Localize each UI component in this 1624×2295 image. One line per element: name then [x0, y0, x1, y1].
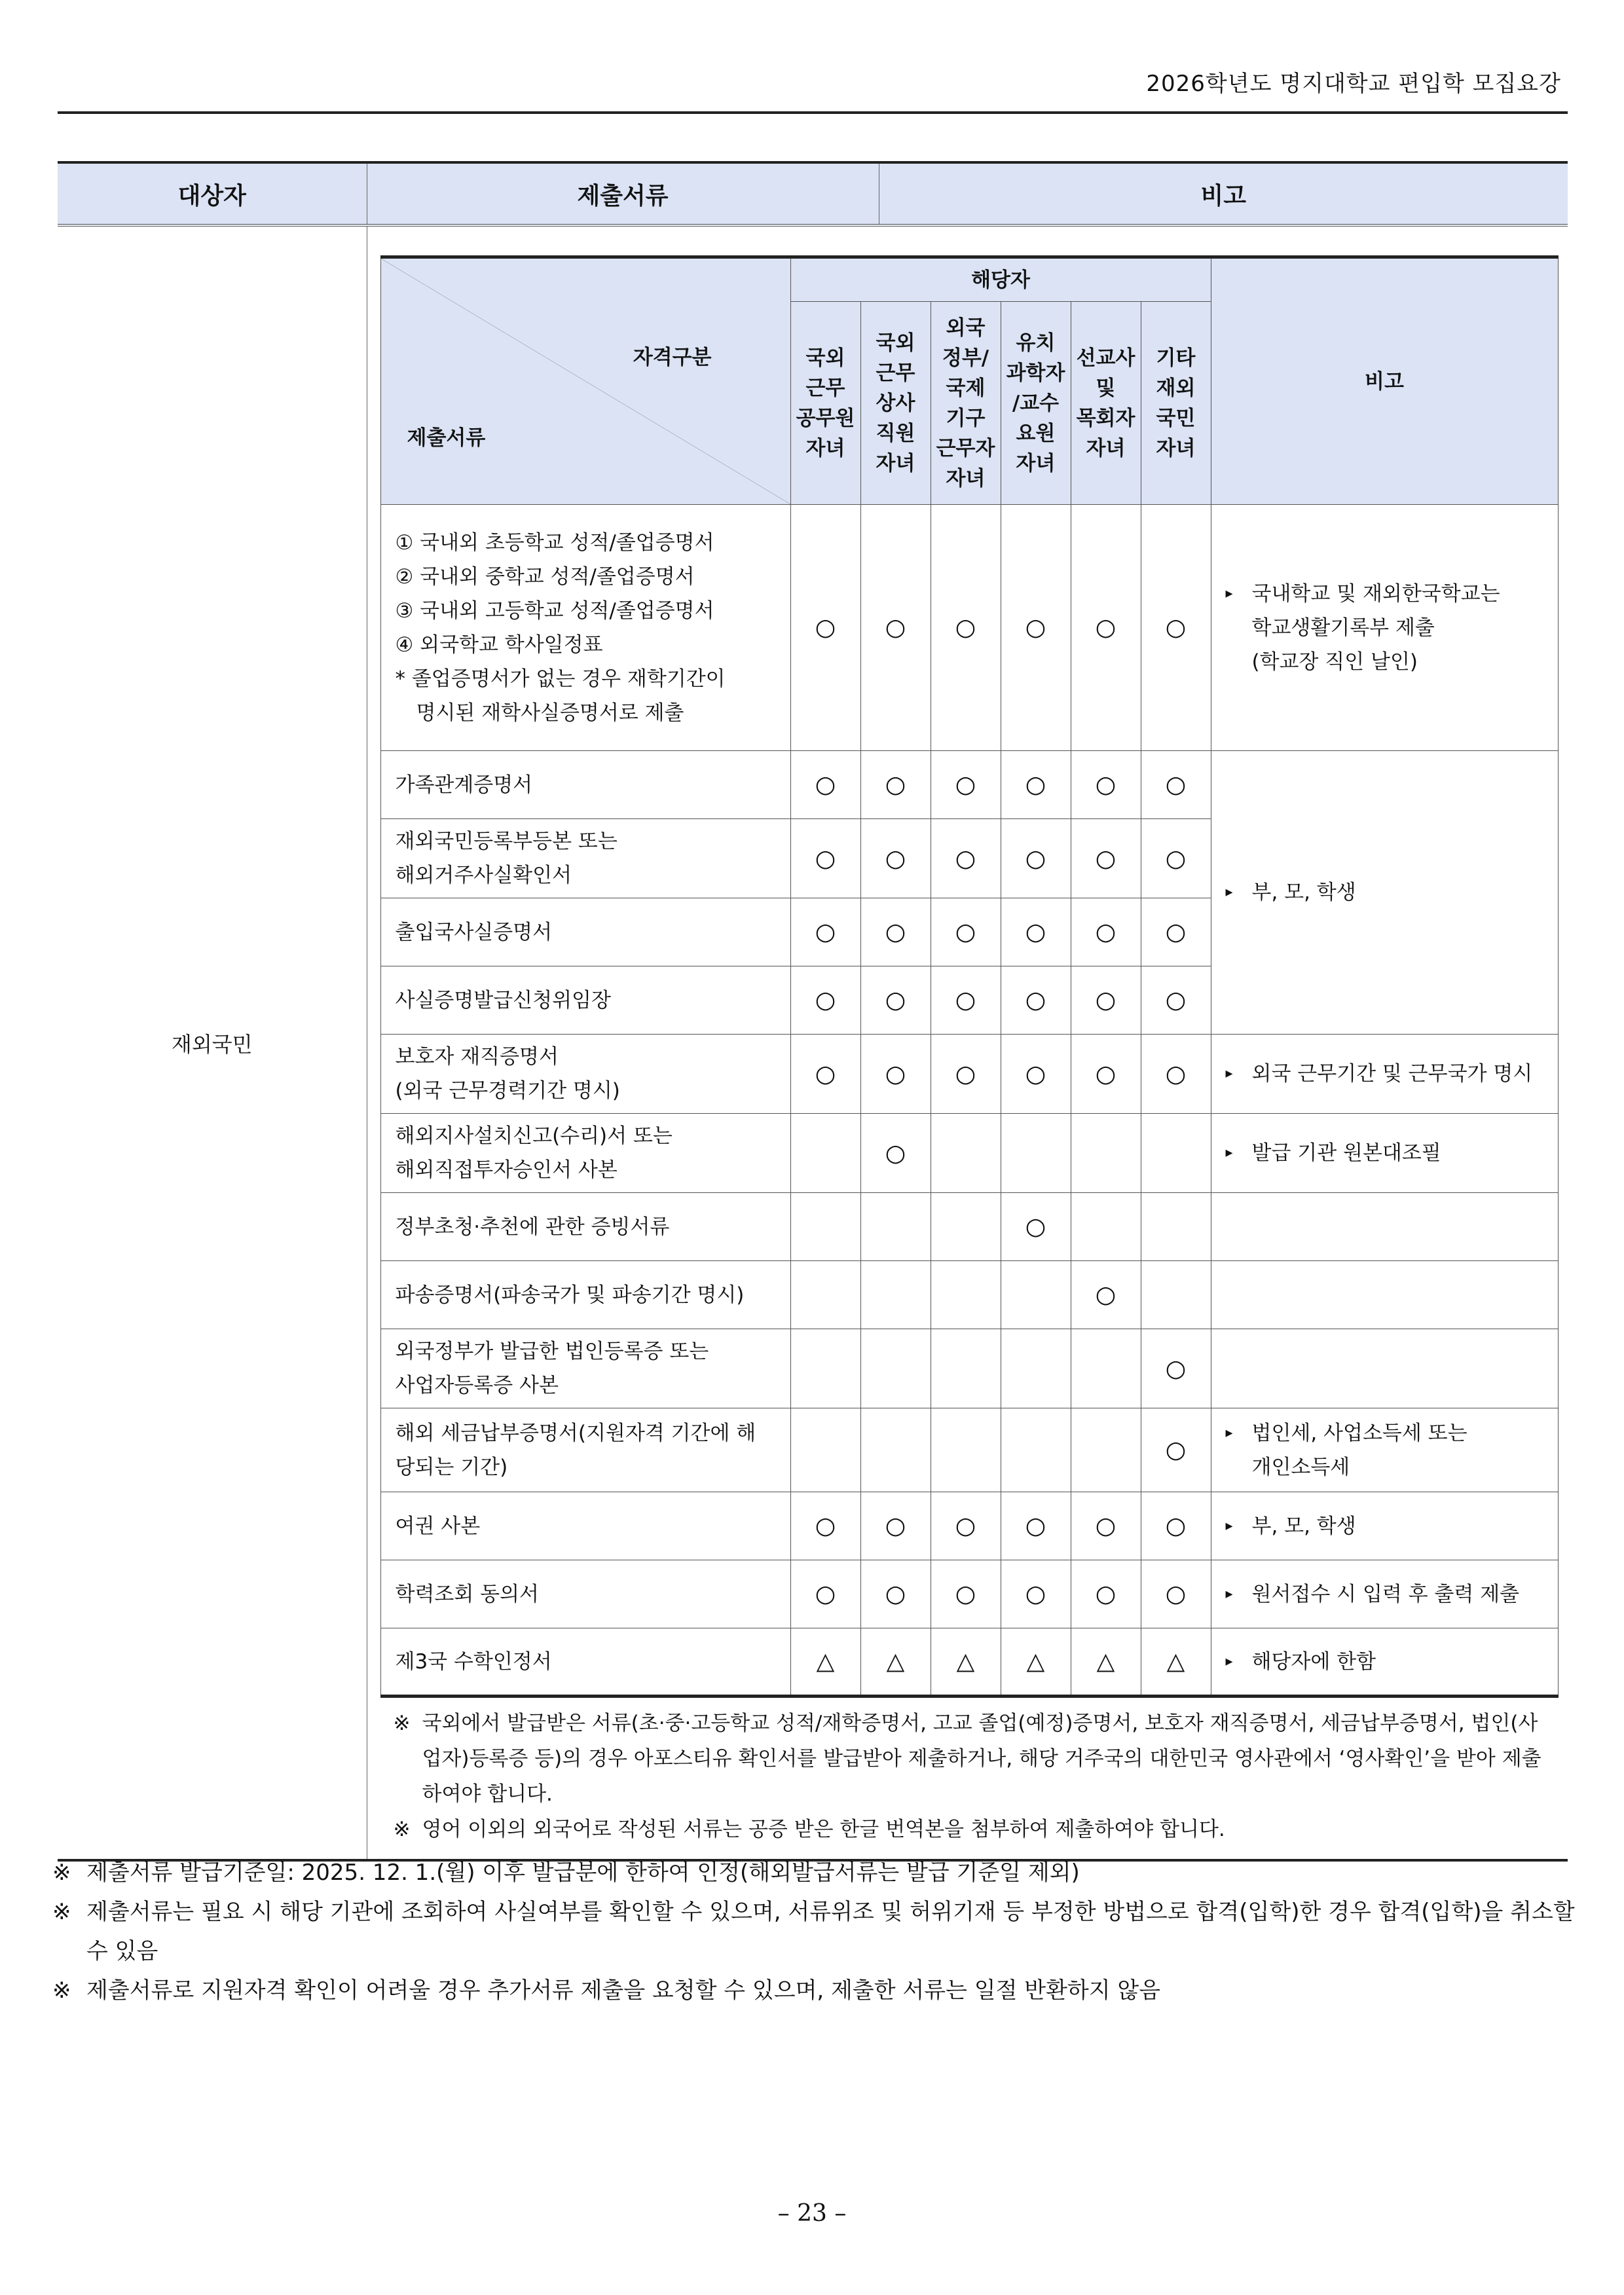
- eligibility-mark: [931, 1329, 1001, 1408]
- remark-text: 법인세, 사업소득세 또는: [1251, 1421, 1467, 1445]
- eligibility-mark: [1001, 1329, 1071, 1408]
- eligibility-mark: [931, 1408, 1001, 1492]
- document-cell: [380, 1193, 790, 1261]
- inner-wrapper: [367, 225, 1568, 1860]
- bullet-icon: ▸: [1225, 585, 1233, 602]
- category-header-line: /교수: [1012, 391, 1060, 415]
- note-item: [394, 1812, 1551, 1847]
- documents-label: 제출서류: [407, 426, 486, 450]
- remark-cell: [1211, 1329, 1558, 1408]
- note-text: 국외에서 발급받은 서류(초·중·고등학교 성적/재학증명서, 고교 졸업(예정)증명서, 보호자 재직증명서, 세금납부증명서, 법인(사업자)등록증 등)의 경우 아포스티유 확인서를 발급받아 제출하거나, 해당 거주국의 대한민국 영사관에서 ‘영사확인’을 받아 제출하여야 합니다.: [422, 1712, 1541, 1806]
- footnote-symbol: ※: [52, 1860, 71, 1886]
- eligibility-mark: ○: [1141, 751, 1211, 819]
- notes-block: [380, 1698, 1558, 1847]
- bullet-icon: ▸: [1225, 1517, 1233, 1534]
- eligibility-mark: [1141, 1114, 1211, 1193]
- eligibility-mark: [790, 1329, 860, 1408]
- category-header-line: 자녀: [946, 466, 986, 490]
- footnote-symbol: ※: [52, 1899, 71, 1925]
- remark-line: [1226, 875, 1543, 909]
- remark-line: [1226, 1577, 1543, 1611]
- footnotes: [52, 1853, 1578, 2010]
- eligibility-mark: ○: [1071, 1035, 1141, 1114]
- eligibility-mark: ○: [1141, 1492, 1211, 1560]
- remark-line: [1226, 1057, 1543, 1091]
- eligibility-mark: ○: [931, 1035, 1001, 1114]
- category-header-line: 자녀: [1156, 436, 1196, 460]
- eligibility-mark: [1071, 1193, 1141, 1261]
- category-header-line: 국외: [805, 346, 845, 370]
- eligibility-mark: [790, 1408, 860, 1492]
- eligibility-mark: ○: [1141, 1035, 1211, 1114]
- category-header-line: 근무: [876, 361, 915, 385]
- eligibility-mark: ○: [1141, 505, 1211, 751]
- category-header: [860, 302, 931, 505]
- remark-cell: [1211, 1560, 1558, 1628]
- eligibility-mark: ○: [790, 1492, 860, 1560]
- category-header-line: 자녀: [876, 451, 915, 475]
- table-row: [380, 1492, 1558, 1560]
- category-header-line: 근무자: [936, 436, 995, 460]
- eligibility-mark: ○: [790, 819, 860, 898]
- table-row: [380, 1261, 1558, 1329]
- eligibility-mark: [1001, 1261, 1071, 1329]
- eligibility-mark: ○: [1071, 1560, 1141, 1628]
- eligibility-mark: [1141, 1193, 1211, 1261]
- remark-text: 발급 기관 원본대조필: [1251, 1141, 1441, 1165]
- remark-line: [1226, 1416, 1543, 1450]
- eligibility-mark: ○: [1071, 898, 1141, 966]
- eligibility-mark: △: [790, 1628, 860, 1697]
- document-line: ③ 국내외 고등학교 성적/졸업증명서: [395, 598, 714, 623]
- category-header: [1071, 302, 1141, 505]
- category-header: [1001, 302, 1071, 505]
- eligibility-mark: ○: [931, 505, 1001, 751]
- footnote-text: 제출서류로 지원자격 확인이 어려울 경우 추가서류 제출을 요청할 수 있으며, 제출한 서류는 일절 반환하지 않음: [86, 1977, 1161, 2004]
- eligibility-mark: ○: [1001, 1193, 1071, 1261]
- eligibility-mark: ○: [860, 505, 931, 751]
- remark-cell: [1211, 1408, 1558, 1492]
- category-header-line: 기구: [946, 406, 986, 430]
- eligibility-mark: ○: [860, 1035, 931, 1114]
- document-line: 가족관계증명서: [395, 773, 533, 797]
- document-line: ② 국내외 중학교 성적/졸업증명서: [395, 564, 695, 589]
- document-line: * 졸업증명서가 없는 경우 재학기간이: [395, 667, 726, 691]
- eligibility-mark: ○: [1001, 1035, 1071, 1114]
- remark-cell: [1211, 1492, 1558, 1560]
- bullet-icon: ▸: [1225, 1653, 1233, 1670]
- category-header-line: 및: [1096, 376, 1116, 400]
- category-header-line: 자녀: [1086, 436, 1126, 460]
- footnote-item: [52, 1971, 1578, 2010]
- eligibility-mark: ○: [790, 1560, 860, 1628]
- remark-cell: [1211, 1035, 1558, 1114]
- eligibility-mark: [931, 1193, 1001, 1261]
- eligibility-mark: ○: [931, 966, 1001, 1035]
- category-header-line: 국제: [946, 376, 986, 400]
- bullet-icon: ▸: [1225, 1585, 1233, 1602]
- document-line: 정부초청·추천에 관한 증빙서류: [395, 1215, 670, 1239]
- eligibility-mark: ○: [860, 1114, 931, 1193]
- document-line: 여권 사본: [395, 1514, 481, 1538]
- eligibility-mark: [931, 1261, 1001, 1329]
- category-header-line: 공무원: [796, 406, 855, 430]
- eligibility-mark: ○: [1141, 1408, 1211, 1492]
- remark-cell: [1211, 1193, 1558, 1261]
- remark-text: 해당자에 한함: [1251, 1649, 1376, 1674]
- remark-cell: [1211, 1628, 1558, 1697]
- inner-table: [380, 255, 1559, 1698]
- eligible-group-header: 해당자: [790, 257, 1211, 302]
- eligibility-mark: ○: [1001, 751, 1071, 819]
- remark-line: [1226, 645, 1543, 679]
- category-header: [1141, 302, 1211, 505]
- category-header-line: 근무: [805, 376, 845, 400]
- eligibility-mark: ○: [1141, 966, 1211, 1035]
- diagonal-header: [380, 257, 790, 505]
- outer-header-target: 대상자: [58, 162, 367, 225]
- eligibility-mark: ○: [860, 966, 931, 1035]
- document-cell: [380, 1628, 790, 1697]
- eligibility-mark: [860, 1329, 931, 1408]
- document-line: 해외거주사실확인서: [395, 864, 572, 887]
- remark-line: [1226, 611, 1543, 645]
- eligibility-mark: ○: [1001, 966, 1071, 1035]
- eligibility-mark: ○: [931, 819, 1001, 898]
- eligibility-mark: ○: [790, 898, 860, 966]
- category-header-line: 과학자: [1006, 361, 1065, 385]
- category-header-line: 직원: [876, 421, 915, 445]
- category-header-line: 목회자: [1076, 406, 1135, 430]
- category-header-line: 자녀: [1016, 451, 1056, 475]
- table-row: [380, 1193, 1558, 1261]
- document-line: 사실증명발급신청위임장: [395, 988, 611, 1012]
- bullet-icon: ▸: [1225, 884, 1233, 900]
- document-cell: [380, 505, 790, 751]
- category-header-line: 자녀: [805, 436, 845, 460]
- remark-text: 외국 근무기간 및 근무국가 명시: [1251, 1062, 1533, 1086]
- document-line: 해외지사설치신고(수리)서 또는: [395, 1124, 673, 1148]
- document-line: 외국정부가 발급한 법인등록증 또는: [395, 1340, 709, 1363]
- page-header-title: 2026학년도 명지대학교 편입학 모집요강: [1146, 71, 1561, 97]
- document-line: ① 국내외 초등학교 성적/졸업증명서: [395, 530, 714, 555]
- footnote-item: [52, 1892, 1578, 1971]
- eligibility-mark: △: [1001, 1628, 1071, 1697]
- eligibility-mark: ○: [1001, 819, 1071, 898]
- outer-header-docs: 제출서류: [367, 162, 879, 225]
- table-row: [380, 1408, 1558, 1492]
- eligibility-mark: [860, 1408, 931, 1492]
- remark-cell: [1211, 1114, 1558, 1193]
- page-header: [58, 60, 1568, 114]
- eligibility-mark: ○: [1141, 898, 1211, 966]
- remark-text: 원서접수 시 입력 후 출력 제출: [1251, 1582, 1520, 1606]
- table-row: [380, 1114, 1558, 1193]
- target-cell: 재외국민: [58, 225, 367, 1860]
- eligibility-mark: ○: [1141, 819, 1211, 898]
- eligibility-mark: ○: [931, 1492, 1001, 1560]
- eligibility-mark: ○: [790, 966, 860, 1035]
- eligibility-mark: ○: [931, 751, 1001, 819]
- document-cell: [380, 1035, 790, 1114]
- eligibility-mark: ○: [860, 1492, 931, 1560]
- eligibility-mark: ○: [1071, 1492, 1141, 1560]
- eligibility-mark: ○: [1071, 966, 1141, 1035]
- document-line: 재외국민등록부등본 또는: [395, 830, 618, 853]
- eligibility-mark: ○: [1141, 1329, 1211, 1408]
- remark-text: 개인소득세: [1251, 1455, 1350, 1479]
- document-line: 해외 세금납부증명서(지원자격 기간에 해: [395, 1421, 756, 1445]
- eligibility-mark: ○: [1001, 1560, 1071, 1628]
- eligibility-mark: ○: [1071, 819, 1141, 898]
- category-header-line: 선교사: [1076, 346, 1135, 370]
- footnote-text: 제출서류는 필요 시 해당 기관에 조회하여 사실여부를 확인할 수 있으며, 서류위조 및 허위기재 등 부정한 방법으로 합격(입학)한 경우 합격(입학)을 취소할 수 있음: [86, 1899, 1575, 1964]
- document-cell: [380, 1114, 790, 1193]
- footnote-item: [52, 1853, 1578, 1892]
- eligibility-mark: ○: [1001, 898, 1071, 966]
- note-item: [394, 1706, 1551, 1812]
- note-text: 영어 이외의 외국어로 작성된 서류는 공증 받은 한글 번역본을 첨부하여 제출하여야 합니다.: [422, 1818, 1225, 1841]
- remark-line: [1226, 1645, 1543, 1679]
- eligibility-mark: [1141, 1261, 1211, 1329]
- footnote-text: 제출서류 발급기준일: 2025. 12. 1.(월) 이후 발급분에 한하여 인정(해외발급서류는 발급 기준일 제외): [86, 1860, 1080, 1886]
- category-header-line: 상사: [876, 391, 915, 415]
- table-row: [380, 1628, 1558, 1697]
- eligibility-mark: △: [931, 1628, 1001, 1697]
- category-header-line: 유치: [1016, 331, 1056, 355]
- document-line: 파송증명서(파송국가 및 파송기간 명시): [395, 1283, 745, 1307]
- document-cell: [380, 1560, 790, 1628]
- document-cell: [380, 1329, 790, 1408]
- bullet-icon: ▸: [1225, 1065, 1233, 1082]
- document-line: 제3국 수학인정서: [395, 1649, 552, 1674]
- page-number: – 23 –: [777, 2200, 847, 2227]
- document-cell: [380, 966, 790, 1035]
- category-header-line: 재외: [1156, 376, 1196, 400]
- remark-line: [1226, 1450, 1543, 1484]
- document-cell: [380, 1492, 790, 1560]
- document-line: ④ 외국학교 학사일정표: [395, 633, 603, 657]
- document-line: 당되는 기간): [395, 1455, 508, 1479]
- eligibility-mark: ○: [860, 898, 931, 966]
- remark-cell: [1211, 1261, 1558, 1329]
- eligibility-mark: [790, 1114, 860, 1193]
- eligibility-mark: [1071, 1329, 1141, 1408]
- remark-cell: [1211, 505, 1558, 751]
- document-line: 명시된 재학사실증명서로 제출: [416, 701, 684, 725]
- eligibility-mark: ○: [931, 898, 1001, 966]
- remark-text: 부, 모, 학생: [1251, 1514, 1356, 1538]
- remark-cell: [1211, 751, 1558, 1035]
- note-symbol: ※: [393, 1712, 411, 1735]
- eligibility-mark: [1001, 1408, 1071, 1492]
- eligibility-mark: ○: [1071, 505, 1141, 751]
- category-header-line: 요원: [1016, 421, 1056, 445]
- category-header-line: 기타: [1156, 346, 1196, 370]
- eligibility-mark: [931, 1114, 1001, 1193]
- eligibility-mark: ○: [790, 505, 860, 751]
- eligibility-mark: ○: [1071, 751, 1141, 819]
- eligibility-mark: △: [860, 1628, 931, 1697]
- remark-line: [1226, 577, 1543, 611]
- document-line: (외국 근무경력기간 명시): [395, 1079, 620, 1103]
- outer-header-remarks: 비고: [879, 162, 1568, 225]
- eligibility-mark: [1071, 1408, 1141, 1492]
- eligibility-mark: [860, 1261, 931, 1329]
- eligibility-mark: [790, 1261, 860, 1329]
- outer-table: [58, 161, 1568, 1862]
- document-line: 해외직접투자승인서 사본: [395, 1158, 618, 1182]
- document-line: 사업자등록증 사본: [395, 1374, 559, 1397]
- document-cell: [380, 898, 790, 966]
- remark-text: (학교장 직인 날인): [1251, 650, 1418, 674]
- remark-text: 학교생활기록부 제출: [1251, 615, 1435, 640]
- eligibility-mark: ○: [790, 1035, 860, 1114]
- eligibility-mark: [1071, 1114, 1141, 1193]
- document-cell: [380, 1261, 790, 1329]
- note-symbol: ※: [393, 1818, 411, 1841]
- table-row: [380, 751, 1558, 819]
- document-line: 보호자 재직증명서: [395, 1045, 559, 1069]
- bullet-icon: ▸: [1225, 1424, 1233, 1441]
- document-line: 학력조회 동의서: [395, 1582, 539, 1606]
- remark-line: [1226, 1509, 1543, 1543]
- document-cell: [380, 819, 790, 898]
- eligibility-mark: ○: [860, 751, 931, 819]
- table-row: [380, 1560, 1558, 1628]
- eligibility-mark: [860, 1193, 931, 1261]
- category-header-line: 국민: [1156, 406, 1196, 430]
- category-header-line: 외국: [946, 316, 986, 340]
- category-header-line: 정부/: [942, 346, 989, 370]
- document-cell: [380, 1408, 790, 1492]
- eligibility-mark: ○: [1001, 505, 1071, 751]
- document-line: 출입국사실증명서: [395, 920, 553, 944]
- category-header-line: 국외: [876, 331, 915, 355]
- eligibility-mark: [1001, 1114, 1071, 1193]
- eligibility-mark: ○: [1141, 1560, 1211, 1628]
- eligibility-mark: △: [1141, 1628, 1211, 1697]
- category-header: [931, 302, 1001, 505]
- eligibility-mark: ○: [1071, 1261, 1141, 1329]
- eligibility-mark: ○: [931, 1560, 1001, 1628]
- bullet-icon: ▸: [1225, 1145, 1233, 1161]
- remark-line: [1226, 1136, 1543, 1170]
- table-row: [380, 505, 1558, 751]
- remark-text: 부, 모, 학생: [1251, 881, 1356, 904]
- remark-text: 국내학교 및 재외한국학교는: [1251, 581, 1500, 606]
- eligibility-mark: ○: [860, 819, 931, 898]
- footnote-symbol: ※: [52, 1977, 71, 2004]
- qualification-label: 자격구분: [633, 346, 712, 369]
- eligibility-mark: △: [1071, 1628, 1141, 1697]
- eligibility-mark: ○: [790, 751, 860, 819]
- table-row: [380, 1035, 1558, 1114]
- remarks-header: 비고: [1211, 257, 1558, 505]
- document-cell: [380, 751, 790, 819]
- category-header: [790, 302, 860, 505]
- eligibility-mark: ○: [860, 1560, 931, 1628]
- eligibility-mark: ○: [1001, 1492, 1071, 1560]
- table-row: [380, 1329, 1558, 1408]
- eligibility-mark: [790, 1193, 860, 1261]
